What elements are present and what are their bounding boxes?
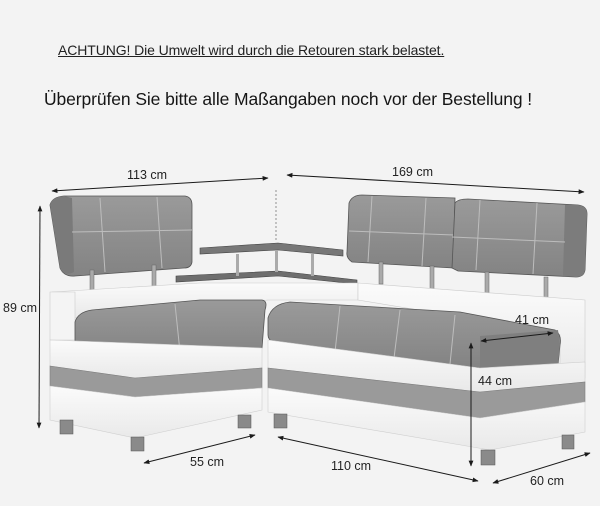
corner-shelf	[176, 190, 357, 284]
dim-label-left-depth: 55 cm	[190, 455, 225, 469]
dim-line-169	[287, 175, 584, 192]
left-backrest	[50, 196, 192, 296]
right-backrest-1	[347, 195, 455, 290]
dim-label-left-width: 113 cm	[127, 168, 168, 182]
dim-label-right-length: 110 cm	[331, 459, 372, 473]
dim-label-right-depth: 60 cm	[530, 474, 565, 488]
dim-line-89	[39, 206, 40, 428]
right-backrest-2	[452, 199, 587, 301]
check-dimensions-note: Überprüfen Sie bitte alle Maßangaben noch vor der Bestellung !	[44, 89, 532, 109]
dim-line-110	[278, 437, 478, 481]
dim-label-seat-height: 44 cm	[478, 374, 513, 388]
environment-warning: ACHTUNG! Die Umwelt wird durch die Retouren stark belastet.	[58, 42, 445, 58]
right-seat-segment	[268, 283, 585, 465]
dim-label-seat-depth: 41 cm	[515, 313, 550, 327]
dim-label-height: 89 cm	[3, 301, 38, 315]
dim-label-right-width: 169 cm	[392, 165, 433, 179]
